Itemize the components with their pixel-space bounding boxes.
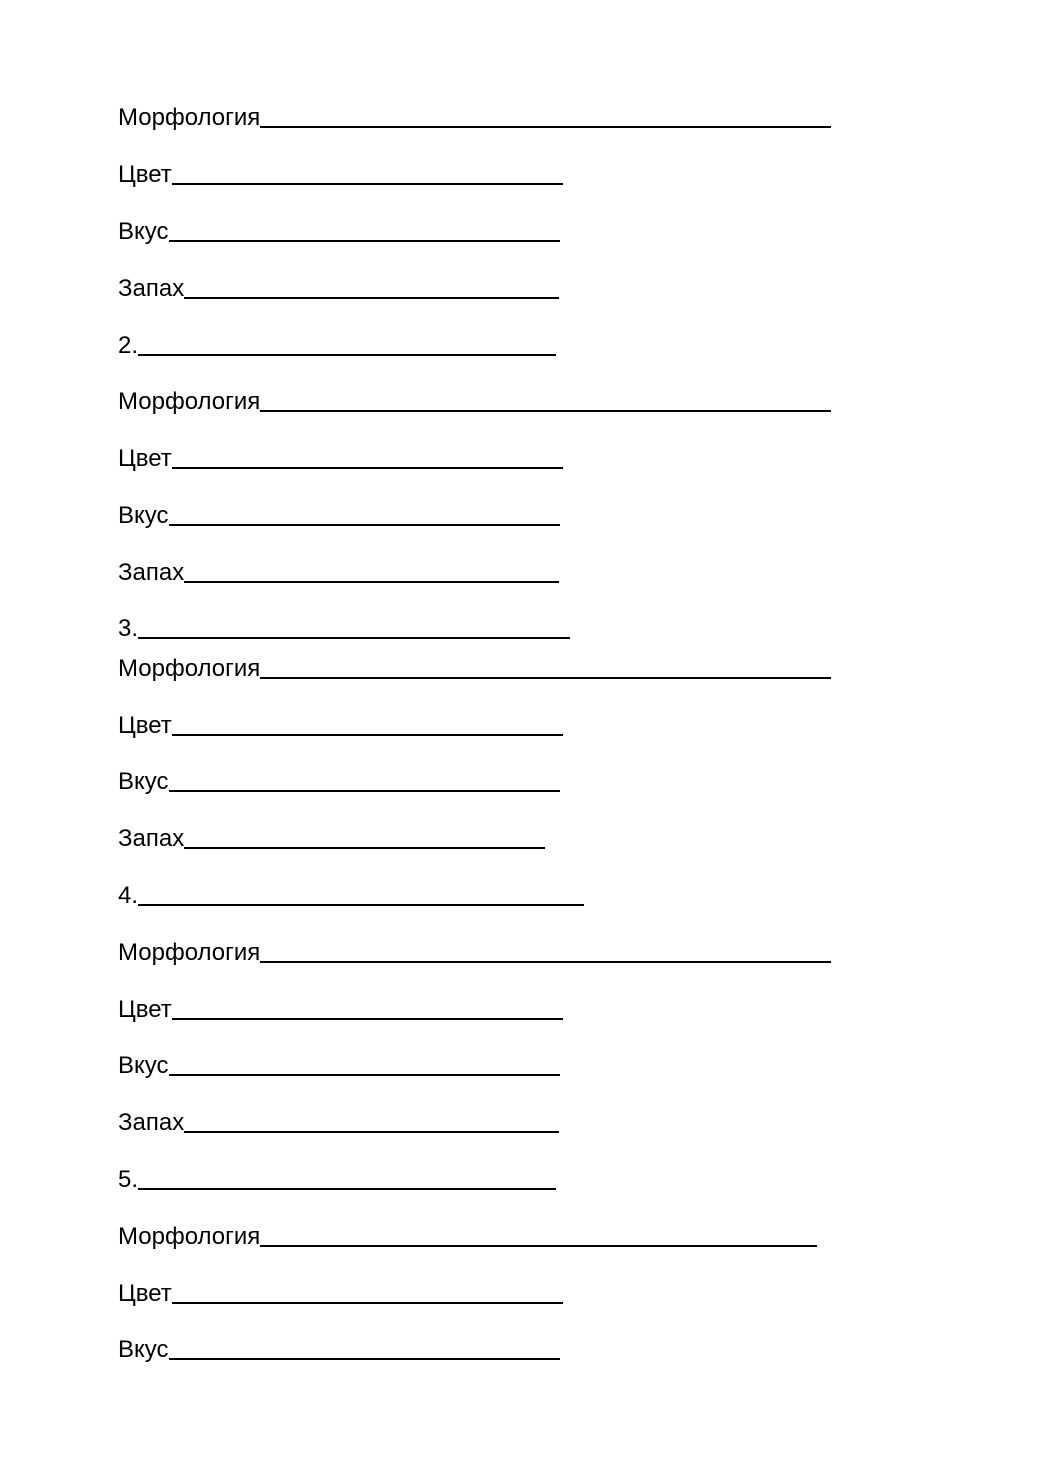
field-label: Запах xyxy=(118,825,185,852)
field-label: Вкус xyxy=(118,768,169,795)
field-label: Цвет xyxy=(118,445,172,472)
form-line-morphology xyxy=(118,937,831,967)
item-number: 4. xyxy=(118,882,139,909)
fill-in-blank[interactable] xyxy=(184,1131,559,1133)
field-label: Запах xyxy=(118,275,185,302)
field-label: Запах xyxy=(118,559,185,586)
fill-in-blank[interactable] xyxy=(260,961,831,963)
fill-in-blank[interactable] xyxy=(138,637,570,639)
form-line-morphology xyxy=(118,653,831,683)
form-line-color xyxy=(118,1278,563,1308)
fill-in-blank[interactable] xyxy=(169,524,560,526)
form-line-item-number xyxy=(118,880,584,910)
form-line-item-number xyxy=(118,1164,556,1194)
form-line-smell xyxy=(118,273,559,303)
fill-in-blank[interactable] xyxy=(169,1358,560,1360)
fill-in-blank[interactable] xyxy=(172,1018,563,1020)
item-number: 2. xyxy=(118,332,139,359)
field-label: Цвет xyxy=(118,1280,172,1307)
form-line-taste xyxy=(118,1050,560,1080)
fill-in-blank[interactable] xyxy=(260,1245,817,1247)
fill-in-blank[interactable] xyxy=(184,297,559,299)
fill-in-blank[interactable] xyxy=(169,240,560,242)
form-line-taste xyxy=(118,766,560,796)
form-line-smell xyxy=(118,823,545,853)
field-label: Морфология xyxy=(118,388,261,415)
form-line-item-number xyxy=(118,330,556,360)
field-label: Вкус xyxy=(118,218,169,245)
fill-in-blank[interactable] xyxy=(260,126,831,128)
item-number: 5. xyxy=(118,1166,139,1193)
field-label: Морфология xyxy=(118,104,261,131)
form-line-morphology xyxy=(118,102,831,132)
field-label: Морфология xyxy=(118,655,261,682)
fill-in-blank[interactable] xyxy=(172,467,563,469)
field-label: Цвет xyxy=(118,996,172,1023)
form-line-taste xyxy=(118,216,560,246)
form-line-item-number xyxy=(118,613,570,643)
fill-in-blank[interactable] xyxy=(169,790,560,792)
form-line-taste xyxy=(118,500,560,530)
field-label: Морфология xyxy=(118,939,261,966)
form-line-morphology xyxy=(118,1221,817,1251)
fill-in-blank[interactable] xyxy=(138,354,556,356)
form-line-color xyxy=(118,710,563,740)
fill-in-blank[interactable] xyxy=(184,581,559,583)
fill-in-blank[interactable] xyxy=(172,734,563,736)
fill-in-blank[interactable] xyxy=(169,1074,560,1076)
form-line-color xyxy=(118,994,563,1024)
form-line-taste xyxy=(118,1334,560,1364)
fill-in-blank[interactable] xyxy=(172,183,563,185)
fill-in-blank[interactable] xyxy=(138,1188,556,1190)
item-number: 3. xyxy=(118,615,139,642)
field-label: Морфология xyxy=(118,1223,261,1250)
fill-in-blank[interactable] xyxy=(138,904,584,906)
field-label: Цвет xyxy=(118,712,172,739)
field-label: Запах xyxy=(118,1109,185,1136)
form-line-smell xyxy=(118,557,559,587)
form-line-color xyxy=(118,443,563,473)
field-label: Вкус xyxy=(118,1336,169,1363)
field-label: Вкус xyxy=(118,502,169,529)
field-label: Вкус xyxy=(118,1052,169,1079)
fill-in-blank[interactable] xyxy=(260,410,831,412)
field-label: Цвет xyxy=(118,161,172,188)
fill-in-blank[interactable] xyxy=(172,1302,563,1304)
fill-in-blank[interactable] xyxy=(260,677,831,679)
form-line-morphology xyxy=(118,386,831,416)
fill-in-blank[interactable] xyxy=(184,847,545,849)
form-line-smell xyxy=(118,1107,559,1137)
form-line-color xyxy=(118,159,563,189)
